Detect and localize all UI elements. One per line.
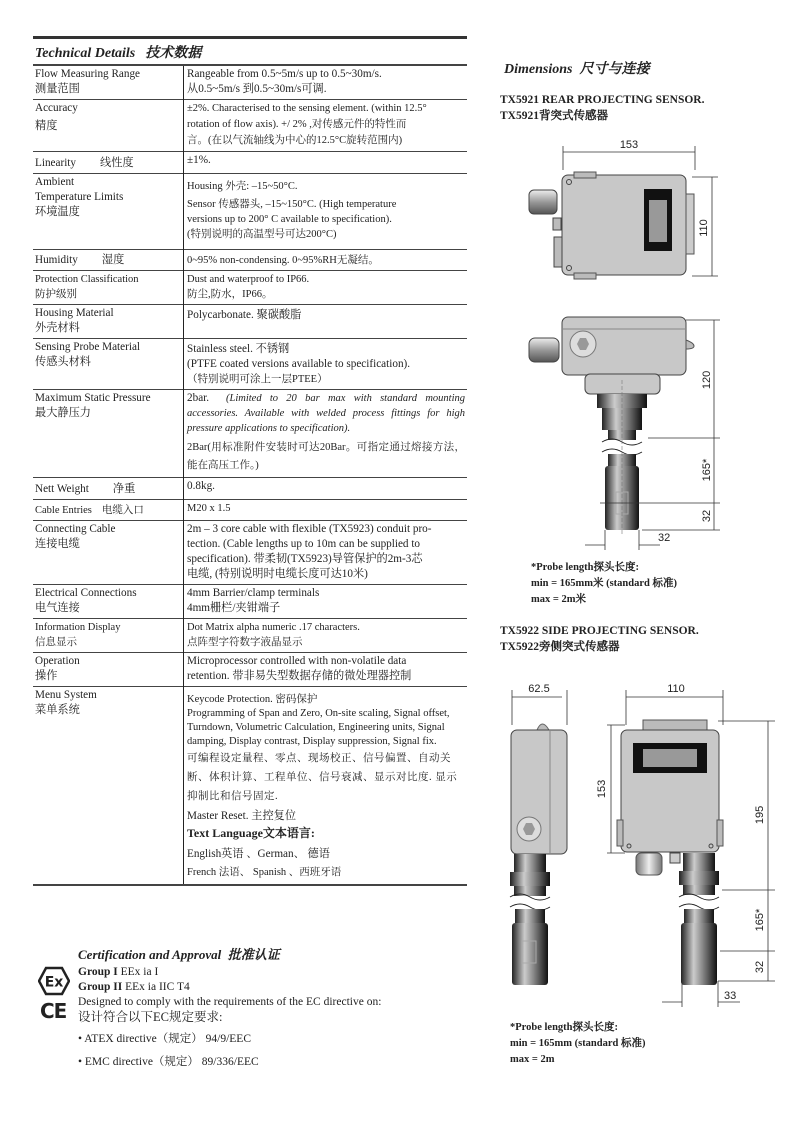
row-value: Dot Matrix alpha numeric .17 characters. bbox=[187, 622, 360, 633]
directive-item: • EMC directive（规定） 89/336/EEC bbox=[78, 1056, 259, 1068]
row-label: Linearity bbox=[35, 157, 77, 169]
note-line: max = 2m bbox=[510, 1054, 555, 1065]
table-row bbox=[33, 521, 467, 585]
row-value: Stainless steel. 不锈钢 bbox=[187, 343, 290, 355]
row-value: Programming of Span and Zero, On-site scaling, Signal offset, Turndown, Volumetric Calculation, Engineering units, Signal damping, Display contrast, Display suppression, Signal fix. bbox=[187, 708, 450, 747]
section-title bbox=[33, 39, 467, 66]
row-value: Housing 外壳: –15~50°C. bbox=[187, 181, 298, 192]
row-label-cn: 最大静压力 bbox=[35, 407, 91, 419]
row-label: Accuracy bbox=[35, 102, 78, 114]
tx5922-title-cn: TX5922旁侧突式传感器 bbox=[500, 641, 620, 653]
row-value: specification). 带柔韧(TX5923)导管保护的2m-3芯 bbox=[187, 553, 423, 565]
svg-text:32: 32 bbox=[701, 509, 713, 523]
row-label: Ambient bbox=[35, 176, 75, 188]
svg-text:120: 120 bbox=[701, 370, 713, 390]
row-label: Maximum Static Pressure bbox=[35, 392, 151, 404]
row-label-cn: 净重 bbox=[112, 483, 136, 495]
row-value: Polycarbonate. 聚碳酸脂 bbox=[187, 309, 302, 321]
table-row bbox=[33, 653, 467, 687]
row-value: 0.8kg. bbox=[187, 480, 215, 492]
svg-text:195: 195 bbox=[754, 805, 766, 825]
row-value: (PTFE coated versions available to specification). bbox=[187, 358, 411, 370]
row-value: 防尘,防水，IP66。 bbox=[187, 289, 273, 300]
svg-text:110: 110 bbox=[698, 219, 710, 237]
row-value: 4mm Barrier/clamp terminals bbox=[187, 587, 320, 599]
table-row bbox=[33, 152, 467, 174]
row-value: 4mm栅栏/夹钳端子 bbox=[187, 602, 281, 614]
table-row bbox=[33, 271, 467, 305]
row-label-cn: 传感头材料 bbox=[35, 356, 91, 368]
tx5921-title: TX5921 REAR PROJECTING SENSOR. bbox=[500, 94, 705, 106]
designed-text: Designed to comply with the requirements of the EC directive on: bbox=[78, 996, 382, 1008]
row-label-cn: 防护级别 bbox=[35, 289, 77, 300]
language-line: French 法语、 Spanish 、西班牙语 bbox=[187, 867, 342, 878]
row-value: 2bar. bbox=[187, 392, 210, 404]
tx5921-title-block bbox=[500, 92, 770, 124]
group1-value: EEx ia I bbox=[117, 966, 159, 978]
dimensions-title-cn: 尺寸与连接 bbox=[579, 62, 650, 77]
text-language-label: Text Language文本语言: bbox=[187, 826, 315, 840]
row-value: 电缆, (特别说明时电缆长度可达10米) bbox=[187, 568, 368, 580]
tx5922-title: TX5922 SIDE PROJECTING SENSOR. bbox=[500, 625, 699, 637]
section-title-en: Technical Details bbox=[35, 46, 136, 61]
spec-table bbox=[33, 66, 467, 886]
row-label: Menu System bbox=[35, 689, 97, 701]
table-row bbox=[33, 390, 467, 478]
row-label: Connecting Cable bbox=[35, 523, 116, 535]
tx5922-probe-note bbox=[510, 1020, 646, 1068]
technical-details-section bbox=[33, 36, 467, 886]
row-value: 从0.5~5m/s 到0.5~30m/s可调. bbox=[187, 83, 327, 95]
note-line: min = 165mm (standard 标准) bbox=[510, 1038, 646, 1049]
certification-title-cn: 批准认证 bbox=[227, 947, 280, 962]
row-value: Master Reset. 主控复位 bbox=[187, 810, 297, 822]
svg-text:110: 110 bbox=[667, 683, 685, 695]
row-label: Flow Measuring Range bbox=[35, 68, 141, 80]
row-value: Rangeable from 0.5~5m/s up to 0.5~30m/s. bbox=[187, 68, 382, 80]
row-label: Sensing Probe Material bbox=[35, 341, 141, 353]
row-label: Nett Weight bbox=[35, 483, 89, 495]
note-line: *Probe length探头长度: bbox=[510, 1022, 619, 1033]
table-row bbox=[33, 478, 467, 500]
row-value: ±1%. bbox=[187, 154, 211, 166]
group1-label: Group I bbox=[78, 966, 118, 978]
row-value: 0~95% non-condensing. 0~95%RH无凝结。 bbox=[187, 255, 379, 266]
row-label: Cable Entries bbox=[35, 505, 92, 516]
svg-text:Ex: Ex bbox=[44, 974, 64, 991]
designed-text-cn: 设计符合以下EC规定要求: bbox=[78, 1010, 223, 1024]
row-value: 言。(在以气流轴线为中心的12.5°C旋转范围内) bbox=[187, 135, 403, 146]
row-value: Dust and waterproof to IP66. bbox=[187, 274, 310, 285]
row-label: Housing Material bbox=[35, 307, 114, 319]
row-value: Microprocessor controlled with non-volatile data bbox=[187, 655, 407, 667]
tx5921-title-cn: TX5921背突式传感器 bbox=[500, 110, 608, 122]
certification-title bbox=[78, 944, 458, 963]
row-label-cn: 电缆入口 bbox=[101, 505, 144, 516]
tx5921-probe-note bbox=[531, 560, 677, 608]
table-row bbox=[33, 305, 467, 339]
row-label: Electrical Connections bbox=[35, 587, 137, 599]
row-value: Keycode Protection. 密码保护 bbox=[187, 694, 318, 705]
row-value-italic: (Limited to 20 bar max with standard mounting accessories. Available with welded process fittings for high pressure applications to specification). bbox=[187, 393, 465, 434]
row-label-cn: 测量范围 bbox=[35, 83, 80, 95]
svg-text:165*: 165* bbox=[754, 908, 766, 932]
table-row bbox=[33, 619, 467, 653]
row-label-cn: 操作 bbox=[35, 670, 58, 682]
table-row bbox=[33, 500, 467, 521]
ex-atex-icon bbox=[38, 966, 70, 996]
svg-text:33: 33 bbox=[724, 990, 737, 1002]
tx5922-drawing bbox=[500, 675, 775, 1010]
table-row bbox=[33, 339, 467, 390]
row-label-cn: 线性度 bbox=[100, 157, 134, 169]
language-line: English英语 、German、 德语 bbox=[187, 848, 330, 860]
row-label-cn: 湿度 bbox=[101, 254, 125, 266]
row-label-cn: 连接电缆 bbox=[35, 538, 80, 550]
row-value: versions up to 200° C available to specification). bbox=[187, 214, 392, 225]
row-label: Temperature Limits bbox=[35, 191, 124, 203]
svg-text:165*: 165* bbox=[701, 458, 713, 482]
row-value: (特别说明的高温型号可达200°C) bbox=[187, 229, 337, 240]
svg-text:32: 32 bbox=[658, 532, 671, 544]
directive-item: • ATEX directive（规定） 94/9/EEC bbox=[78, 1033, 251, 1045]
table-row bbox=[33, 585, 467, 619]
row-value: 可编程设定量程、零点、现场校正、信号偏置、自动关断、体积计算、工程单位、信号衰减、显示对比度. 显示抑制比和信号固定. bbox=[187, 753, 458, 802]
row-value: ±2%. Characterised to the sensing element. (within 12.5° bbox=[187, 103, 427, 114]
dimensions-section bbox=[500, 58, 770, 124]
row-label: Information Display bbox=[35, 622, 121, 633]
row-label: Protection Classification bbox=[35, 274, 139, 285]
row-value: M20 x 1.5 bbox=[187, 503, 231, 514]
svg-text:153: 153 bbox=[596, 779, 608, 799]
row-value: 2m – 3 core cable with flexible (TX5923) conduit pro- bbox=[187, 523, 432, 535]
table-row bbox=[33, 66, 467, 100]
note-line: *Probe length探头长度: bbox=[531, 562, 640, 573]
certification-title-en: Certification and Approval bbox=[78, 947, 222, 962]
note-line: max = 2m米 bbox=[531, 594, 586, 605]
group2-value: EEx ia IIC T4 bbox=[122, 981, 190, 993]
table-row bbox=[33, 174, 467, 250]
dimensions-title-en: Dimensions bbox=[504, 62, 573, 77]
svg-text:153: 153 bbox=[619, 139, 639, 151]
certification-section bbox=[38, 944, 458, 1070]
row-value: 点阵型字符数字液晶显示 bbox=[187, 637, 303, 648]
table-row bbox=[33, 100, 467, 152]
row-value: rotation of flow axis). +/ 2% ,对传感元件的特性而 bbox=[187, 119, 407, 130]
row-value: Sensor 传感器头, –15~150°C. (High temperature bbox=[187, 199, 397, 210]
row-value: 2Bar(用标准附件安装时可达20Bar。可指定通过熔接方法，能在高压工作。) bbox=[187, 442, 465, 471]
row-label: Operation bbox=[35, 655, 80, 667]
row-label-cn: 环境温度 bbox=[35, 206, 80, 218]
note-line: min = 165mm米 (standard 标准) bbox=[531, 578, 677, 589]
tx5922-title-block bbox=[500, 623, 699, 655]
section-title-cn: 技术数据 bbox=[145, 46, 202, 61]
row-label: Humidity bbox=[35, 254, 78, 266]
table-row bbox=[33, 687, 467, 886]
group2-label: Group II bbox=[78, 981, 123, 993]
row-value: retention. 带非易失型数据存储的微处理器控制 bbox=[187, 670, 412, 682]
svg-text:62.5: 62.5 bbox=[528, 683, 550, 695]
dimensions-title bbox=[504, 58, 770, 78]
row-label-cn: 外壳材料 bbox=[35, 322, 80, 334]
svg-text:32: 32 bbox=[754, 960, 766, 974]
row-label-cn: 电气连接 bbox=[35, 602, 80, 614]
row-label-cn: 菜单系统 bbox=[35, 704, 80, 716]
row-value: （特别说明可涂上一层PTEE） bbox=[187, 374, 328, 385]
row-label-cn: 信息显示 bbox=[35, 637, 77, 648]
table-row bbox=[33, 250, 467, 271]
row-value: tection. (Cable lengths up to 10m can be supplied to bbox=[187, 538, 421, 550]
ce-mark-icon: CE bbox=[40, 999, 67, 1023]
tx5921-drawing bbox=[520, 130, 750, 560]
row-label-cn: 精度 bbox=[35, 120, 58, 132]
